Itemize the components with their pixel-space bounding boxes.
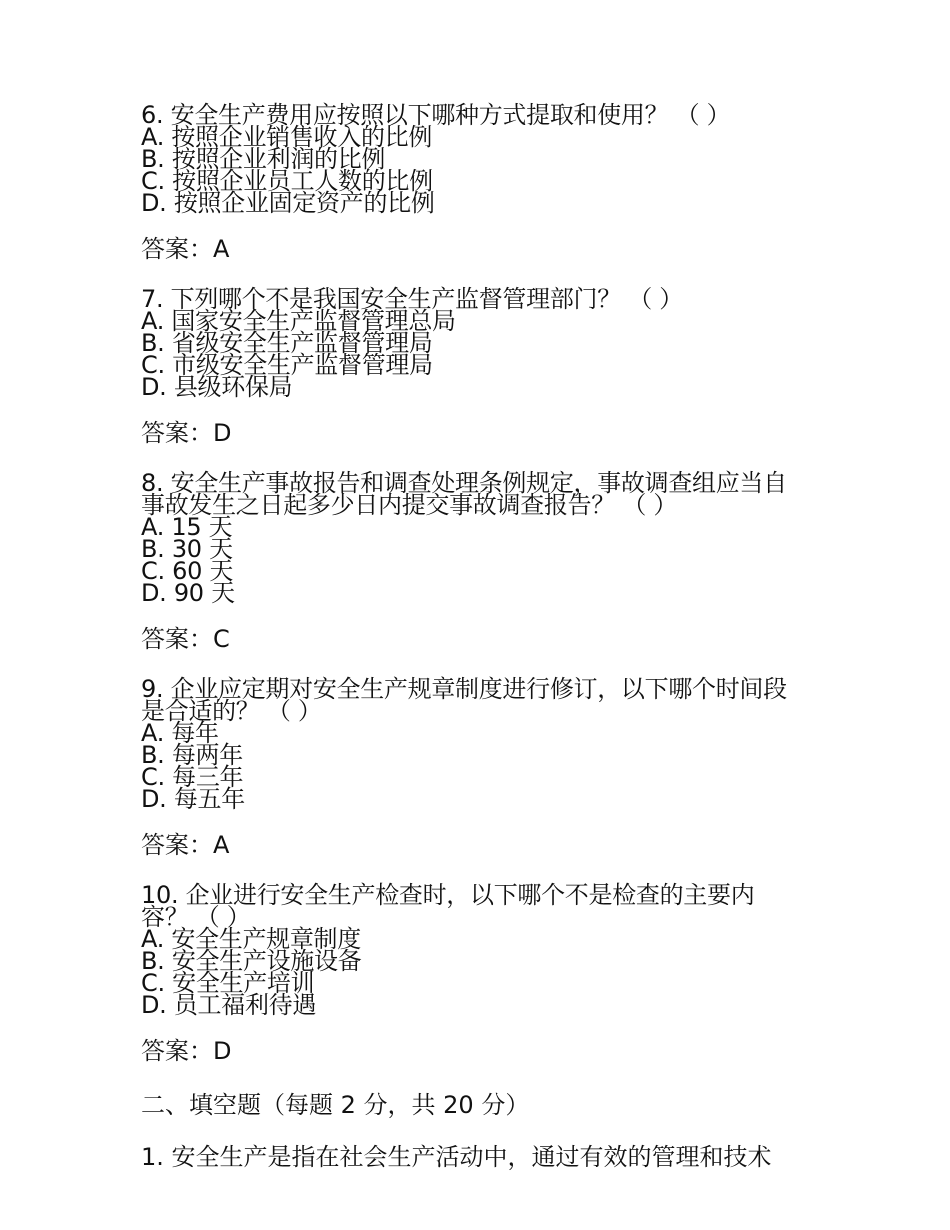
answer-text: 答案：D: [141, 419, 232, 447]
option-a: A. 安全生产规章制度: [141, 925, 361, 953]
option-a: A. 每年: [141, 719, 219, 747]
option-d: D. 员工福利待遇: [141, 991, 317, 1019]
question-stem: 8. 安全生产事故报告和调查处理条例规定，事故调查组应当自事故发生之日起多少日内提交事故调查报告？ （ ）: [141, 469, 787, 519]
question-stem: 6. 安全生产费用应按照以下哪种方式提取和使用？ （ ）: [141, 101, 731, 129]
option-c: C. 每三年: [141, 763, 244, 791]
option-d: D. 90 天: [141, 579, 235, 607]
option-b: B. 按照企业利润的比例: [141, 145, 386, 173]
option-c: C. 按照企业员工人数的比例: [141, 167, 433, 195]
option-d: D. 县级环保局: [141, 373, 293, 401]
section-heading: 二、填空题（每题 2 分，共 20 分）: [141, 1091, 530, 1119]
option-b: B. 省级安全生产监督管理局: [141, 329, 433, 357]
answer-text: 答案：A: [141, 831, 230, 859]
option-b: B. 30 天: [141, 535, 233, 563]
option-d: D. 每五年: [141, 785, 245, 813]
answer-text: 答案：C: [141, 625, 230, 653]
option-c: C. 60 天: [141, 557, 234, 585]
question-stem: 7. 下列哪个不是我国安全生产监督管理部门？ （ ）: [141, 285, 683, 313]
answer-text: 答案：A: [141, 235, 230, 263]
fill-question-1: 1. 安全生产是指在社会生产活动中，通过有效的管理和技术: [141, 1143, 772, 1171]
question-6: [141, 101, 801, 264]
option-c: C. 安全生产培训: [141, 969, 315, 997]
question-10: [141, 881, 801, 1066]
question-8: [141, 469, 801, 654]
option-a: A. 15 天: [141, 513, 233, 541]
option-b: B. 安全生产设施设备: [141, 947, 362, 975]
option-a: A. 按照企业销售收入的比例: [141, 123, 433, 151]
option-d: D. 按照企业固定资产的比例: [141, 189, 435, 217]
question-stem: 10. 企业进行安全生产检查时，以下哪个不是检查的主要内容？ （ ）: [141, 881, 755, 931]
option-c: C. 市级安全生产监督管理局: [141, 351, 433, 379]
question-9: [141, 675, 801, 860]
document-page: [141, 101, 801, 1172]
question-stem: 9. 企业应定期对安全生产规章制度进行修订，以下哪个时间段是合适的？ （ ）: [141, 675, 787, 725]
option-a: A. 国家安全生产监督管理总局: [141, 307, 456, 335]
option-b: B. 每两年: [141, 741, 243, 769]
question-7: [141, 285, 801, 448]
answer-text: 答案：D: [141, 1037, 232, 1065]
